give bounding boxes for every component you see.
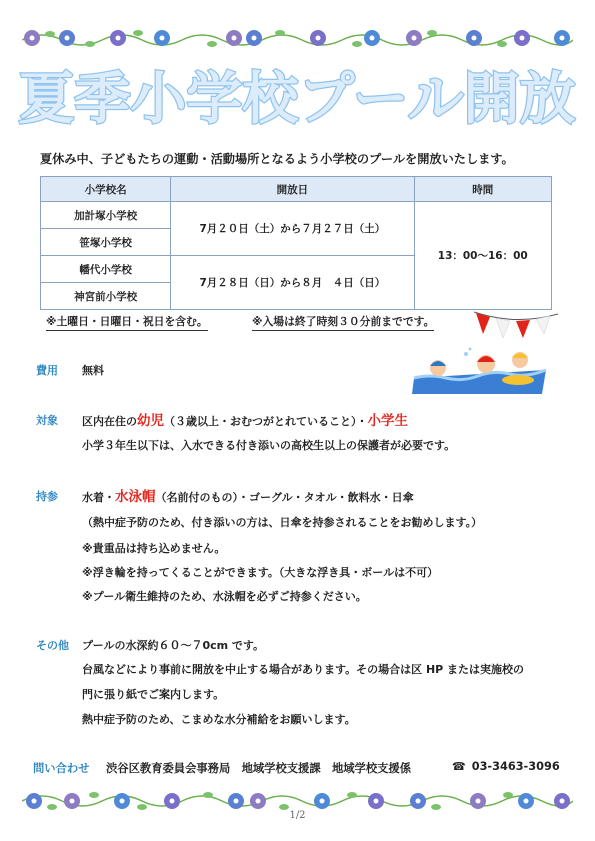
- table-header-row: [41, 177, 552, 202]
- target-elementary: 小学生: [367, 413, 408, 429]
- other-line-2: 台風などにより事前に開放を中止する場合があります。その場合は区 HP または実施校の: [82, 663, 525, 676]
- target-infants: 幼児: [137, 413, 164, 429]
- open-period: 7月２８日（日）から８月 ４日（日）: [171, 256, 414, 310]
- intro-text: 夏休み中、子どもたちの運動・活動場所となるよう小学校のプールを開放いたします。: [40, 152, 514, 166]
- other-line-4: 熱中症予防のため、こまめな水分補給をお願いします。: [82, 713, 356, 726]
- bring-line-4: ※浮き輪を持ってくることができます。（大きな浮き具・ボールは不可）: [82, 566, 439, 579]
- bring-line-1: [82, 485, 414, 505]
- schedule-table: [40, 176, 552, 310]
- target-label: 対象: [36, 414, 58, 427]
- phone-number: 03-3463-3096: [471, 760, 560, 773]
- bring-swim-cap: 水泳帽: [115, 489, 156, 505]
- open-time: 13：00～16：00: [414, 202, 552, 310]
- note-entry-deadline: ※入場は終了時刻３０分前までです。: [252, 314, 434, 331]
- bring-line-2: （熱中症予防のため、付き添いの方は、日傘を持参されることをお勧めします。）: [82, 516, 483, 529]
- school-name: 神宮前小学校: [41, 283, 171, 310]
- header-time: 時間: [414, 177, 552, 202]
- page-number: 1/2: [289, 810, 306, 821]
- contact-organization: 渋谷区教育委員会事務局 地域学校支援課 地域学校支援係: [106, 762, 412, 775]
- table-row: [41, 202, 552, 229]
- other-label: その他: [36, 639, 69, 652]
- school-name: 幡代小学校: [41, 256, 171, 283]
- bunting-flags-icon: [474, 310, 558, 346]
- contact-label: 問い合わせ: [33, 762, 90, 775]
- fee-value: 無料: [82, 364, 104, 377]
- contact-phone: [452, 760, 560, 773]
- school-name: 加計塚小学校: [41, 202, 171, 229]
- title-text: 夏季小学校プール開放: [18, 67, 576, 132]
- target-condition: （３歳以上・おむつがとれていること）・: [164, 415, 368, 428]
- morning-glory-border-top: [22, 24, 573, 52]
- target-prefix: 区内在住の: [82, 415, 137, 428]
- header-open-days: 開放日: [171, 177, 414, 202]
- bring-line-3: ※貴重品は持ち込めません。: [82, 542, 226, 555]
- open-period: 7月２０日（土）から７月２７日（土）: [171, 202, 414, 256]
- phone-icon: ☎: [452, 760, 466, 773]
- fee-label: 費用: [36, 364, 58, 377]
- page-title: [0, 56, 595, 136]
- other-line-3: 門に張り紙でご案内します。: [82, 688, 225, 701]
- kids-swimming-illustration: [410, 344, 550, 396]
- target-line-1: [82, 409, 408, 429]
- header-school: 小学校名: [41, 177, 171, 202]
- bring-line-5: ※プール衛生維持のため、水泳帽を必ずご持参ください。: [82, 590, 367, 603]
- target-line-2: 小学３年生以下は、入水できる付き添いの高校生以上の保護者が必要です。: [82, 439, 456, 452]
- bring-swimsuit: 水着・: [82, 491, 115, 504]
- bring-items: （名前付のもの）・ゴーグル・タオル・飲料水・日傘: [155, 491, 414, 504]
- bring-label: 持参: [36, 490, 58, 503]
- other-line-1: プールの水深約６０～７0cm です。: [82, 639, 265, 652]
- note-weekends: ※土曜日・日曜日・祝日を含む。: [46, 314, 208, 331]
- school-name: 笹塚小学校: [41, 229, 171, 256]
